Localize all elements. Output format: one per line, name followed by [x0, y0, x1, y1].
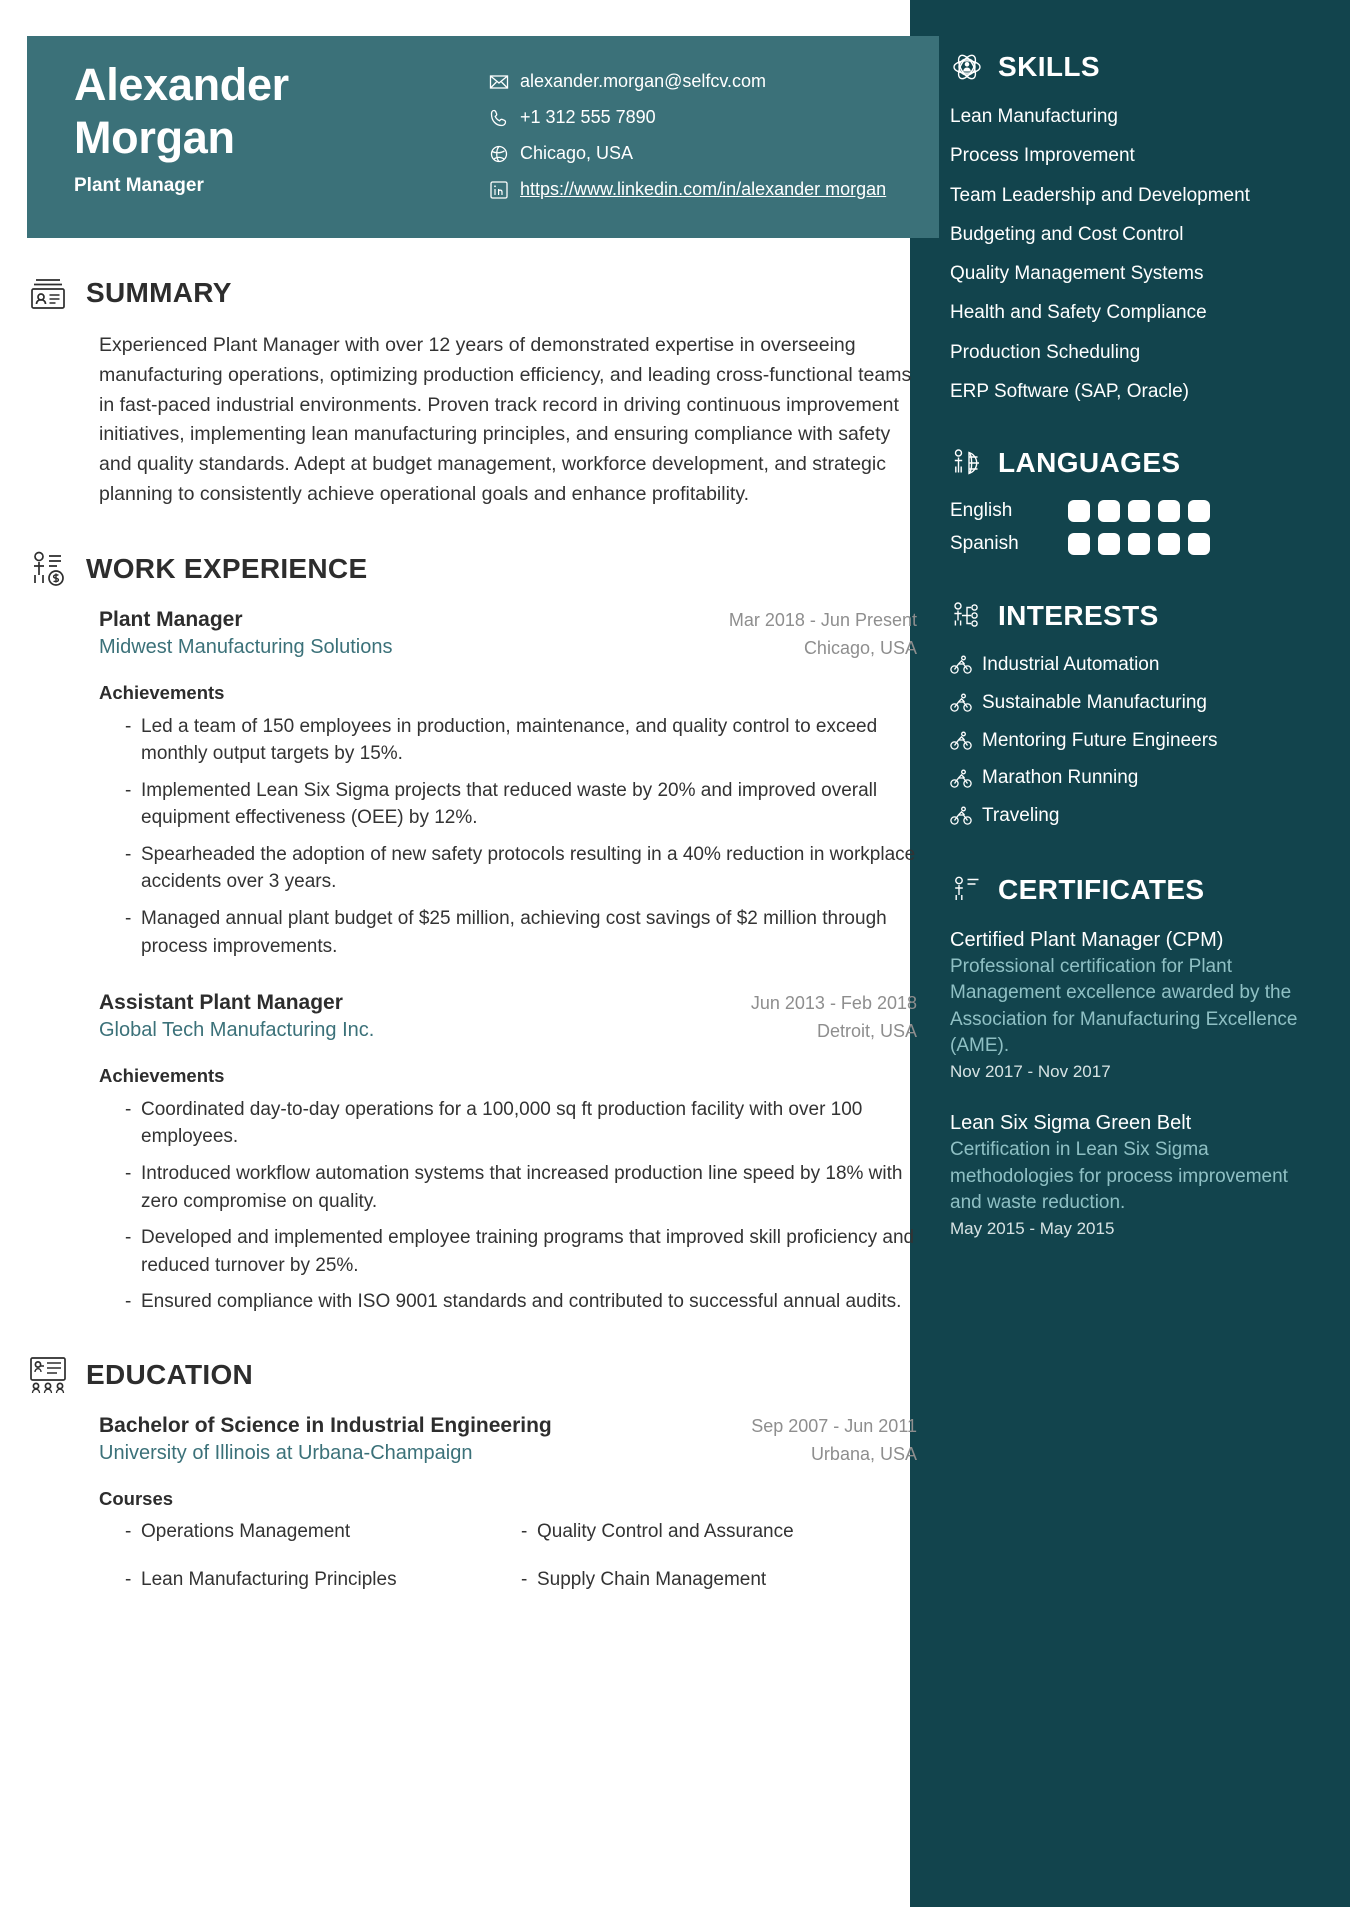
cyclist-icon — [950, 654, 972, 676]
header-banner — [27, 36, 939, 238]
summary-heading: SUMMARY — [86, 277, 232, 308]
language-row — [950, 533, 1310, 555]
certificates-section — [950, 873, 1310, 1241]
cyclist-icon — [950, 805, 972, 827]
education-header — [27, 1354, 917, 1396]
interest-label: Marathon Running — [982, 767, 1139, 789]
skill-item: Team Leadership and Development — [950, 184, 1250, 206]
work-experience-header — [27, 548, 917, 590]
course-item: - Supply Chain Management — [521, 1567, 917, 1594]
work-entry-header — [99, 990, 917, 1046]
level-dot — [1158, 500, 1180, 522]
last-name: Morgan — [74, 112, 235, 164]
work-experience-heading: WORK EXPERIENCE — [86, 552, 368, 584]
school-name: University of Illinois at Urbana-Champaign — [99, 1441, 473, 1464]
certificate-title: Lean Six Sigma Green Belt — [950, 1111, 1192, 1134]
work-entry-meta — [713, 607, 917, 663]
level-dot — [1098, 500, 1120, 522]
cyclist-icon — [950, 730, 972, 752]
interest-label: Sustainable Manufacturing — [982, 691, 1207, 713]
course-item: - Operations Management — [125, 1519, 521, 1546]
first-name: Alexander — [74, 59, 289, 110]
level-dot — [1128, 533, 1150, 555]
contact-list — [489, 70, 909, 214]
contact-location — [489, 142, 909, 165]
skills-section — [950, 50, 1310, 404]
summary-section — [27, 272, 917, 510]
cyclist-icon — [950, 768, 972, 790]
level-dot — [1098, 533, 1120, 555]
languages-section — [950, 446, 1310, 555]
contact-linkedin[interactable] — [489, 178, 909, 201]
skills-heading: SKILLS — [998, 51, 1100, 82]
languages-header — [950, 446, 1310, 480]
education-entry — [27, 1413, 917, 1616]
skill-item: Production Scheduling — [950, 341, 1141, 363]
contact-location-text: Chicago, USA — [520, 143, 634, 164]
id-card-icon — [27, 272, 69, 314]
work-entry — [27, 990, 917, 1316]
languages-heading: LANGUAGES — [998, 447, 1181, 479]
skills-list — [950, 104, 1310, 404]
language-name: Spanish — [950, 533, 1019, 555]
work-entry-left — [99, 608, 392, 659]
summary-text: Experienced Plant Manager with over 12 years of demonstrated expertise in overseeing manufacturing operations, optimizing production efficiency, and leading cross-functional teams in fast-paced industrial environments. Proven track record in driving continuous improvement initiatives, implementing lean manufacturing principles, and ensuring compliance with safety and quality standards. Adept at budget management, workforce development, and strategic planning to consistently achieve operational goals and enhance profitability. — [99, 334, 912, 506]
achievement-item: - Coordinated day-to-day operations for a 100,000 sq ft production facility with over 100 employees. — [125, 1096, 917, 1151]
interests-header — [950, 599, 1310, 633]
interest-item — [950, 729, 1310, 754]
course-item: - Lean Manufacturing Principles — [125, 1567, 521, 1594]
interest-item — [950, 804, 1310, 829]
sidebar — [910, 0, 1350, 1907]
company-name: Midwest Manufacturing Solutions — [99, 635, 393, 658]
achievements-list — [99, 713, 917, 960]
skill-item: Budgeting and Cost Control — [950, 223, 1184, 245]
courses-label: Courses — [99, 1487, 174, 1509]
work-entry — [27, 607, 917, 960]
contact-phone-text: +1 312 555 7890 — [520, 107, 656, 128]
language-name: English — [950, 500, 1013, 522]
achievement-item: - Managed annual plant budget of $25 million, achieving cost savings of $2 million through process improvements. — [125, 905, 917, 960]
contact-phone — [489, 106, 909, 129]
classroom-icon — [27, 1354, 69, 1396]
level-dot — [1068, 533, 1090, 555]
education-location: Urbana, USA — [810, 1443, 917, 1464]
level-dot — [1158, 533, 1180, 555]
interest-item — [950, 691, 1310, 716]
interests-heading: INTERESTS — [998, 600, 1159, 632]
skill-item: Quality Management Systems — [950, 263, 1204, 285]
education-dates: Sep 2007 - Jun 2011 — [751, 1415, 917, 1436]
job-location: Chicago, USA — [803, 637, 917, 658]
achievement-item: - Led a team of 150 employees in production, maintenance, and quality control to exceed monthly output targets by 15%. — [125, 713, 917, 768]
achievement-item: - Introduced workflow automation systems that increased production line speed by 18% with zero compromise on quality. — [125, 1160, 917, 1215]
achievement-item: - Spearheaded the adoption of new safety protocols resulting in a 40% reduction in workplace accidents over 3 years. — [125, 841, 917, 896]
contact-email-text: alexander.morgan@selfcv.com — [520, 71, 767, 91]
envelope-icon — [489, 72, 509, 92]
skills-header — [950, 50, 1310, 84]
certificates-header — [950, 873, 1310, 907]
interest-item — [950, 653, 1310, 678]
certificate-description: Professional certification for Plant Management excellence awarded by the Association for Manufacturing Excellence (AME). — [950, 956, 1298, 1056]
education-entry-header — [99, 1413, 917, 1469]
phone-icon — [489, 108, 509, 128]
achievements-label: Achievements — [99, 1064, 225, 1086]
work-entry-meta — [735, 990, 917, 1046]
achievement-item: - Implemented Lean Six Sigma projects that reduced waste by 20% and improved overall equipment effectiveness (OEE) by 12%. — [125, 777, 917, 832]
certificate-item — [950, 1110, 1310, 1241]
achievements-label: Achievements — [99, 681, 225, 703]
level-dot — [1188, 500, 1210, 522]
summary-header — [27, 272, 917, 314]
skill-item: Lean Manufacturing — [950, 106, 1118, 127]
job-title: Plant Manager — [99, 607, 243, 631]
certificate-date: Nov 2017 - Nov 2017 — [950, 1062, 1111, 1082]
skill-item: ERP Software (SAP, Oracle) — [950, 380, 1190, 402]
interest-label: Mentoring Future Engineers — [982, 729, 1218, 751]
identity-block — [74, 58, 289, 197]
certificate-description: Certification in Lean Six Sigma methodologies for process improvement and waste reduction. — [950, 1139, 1288, 1213]
work-entry-header — [99, 607, 917, 663]
education-entry-meta — [735, 1413, 917, 1469]
skill-item: Process Improvement — [950, 145, 1135, 167]
company-name: Global Tech Manufacturing Inc. — [99, 1019, 375, 1042]
contact-linkedin-text[interactable]: https://www.linkedin.com/in/alexander morgan — [520, 179, 887, 200]
job-title: Assistant Plant Manager — [99, 991, 343, 1015]
education-entry-left — [99, 1414, 552, 1465]
education-heading: EDUCATION — [86, 1358, 254, 1390]
language-level-meter — [1068, 500, 1210, 522]
level-dot — [1188, 533, 1210, 555]
language-row — [950, 500, 1310, 522]
achievement-item: - Ensured compliance with ISO 9001 standards and contributed to successful annual audits. — [125, 1288, 917, 1316]
level-dot — [1128, 500, 1150, 522]
certificate-date: May 2015 - May 2015 — [950, 1219, 1115, 1239]
language-level-meter — [1068, 533, 1210, 555]
certificate-title: Certified Plant Manager (CPM) — [950, 928, 1224, 951]
page-title — [74, 58, 289, 164]
job-role: Plant Manager — [74, 175, 204, 197]
courses-list — [99, 1519, 917, 1616]
linkedin-icon — [489, 180, 509, 200]
main-content — [27, 272, 917, 1654]
certificates-heading: CERTIFICATES — [998, 873, 1205, 905]
skill-item: Health and Safety Compliance — [950, 302, 1207, 324]
interests-section — [950, 599, 1310, 828]
job-dates: Mar 2018 - Jun Present — [728, 609, 917, 630]
person-salary-icon — [27, 548, 69, 590]
person-network-icon — [950, 599, 984, 633]
cyclist-icon — [950, 692, 972, 714]
contact-email — [489, 70, 909, 93]
course-item: - Quality Control and Assurance — [521, 1519, 917, 1546]
interest-item — [950, 766, 1310, 791]
job-dates: Jun 2013 - Feb 2018 — [750, 993, 917, 1014]
interest-label: Industrial Automation — [982, 654, 1160, 676]
education-section — [27, 1354, 917, 1616]
degree-title: Bachelor of Science in Industrial Engineering — [99, 1413, 552, 1437]
person-list-icon — [950, 873, 984, 907]
globe-pin-icon — [489, 144, 509, 164]
certificate-item — [950, 927, 1310, 1084]
achievement-item: - Developed and implemented employee training programs that improved skill proficiency and reduced turnover by 25%. — [125, 1224, 917, 1279]
work-experience-section — [27, 548, 917, 1316]
work-entry-left — [99, 991, 374, 1042]
achievements-list — [99, 1096, 917, 1316]
interest-label: Traveling — [982, 804, 1060, 826]
skills-atom-icon — [950, 50, 984, 84]
person-globe-icon — [950, 446, 984, 480]
level-dot — [1068, 500, 1090, 522]
job-location: Detroit, USA — [816, 1021, 917, 1042]
